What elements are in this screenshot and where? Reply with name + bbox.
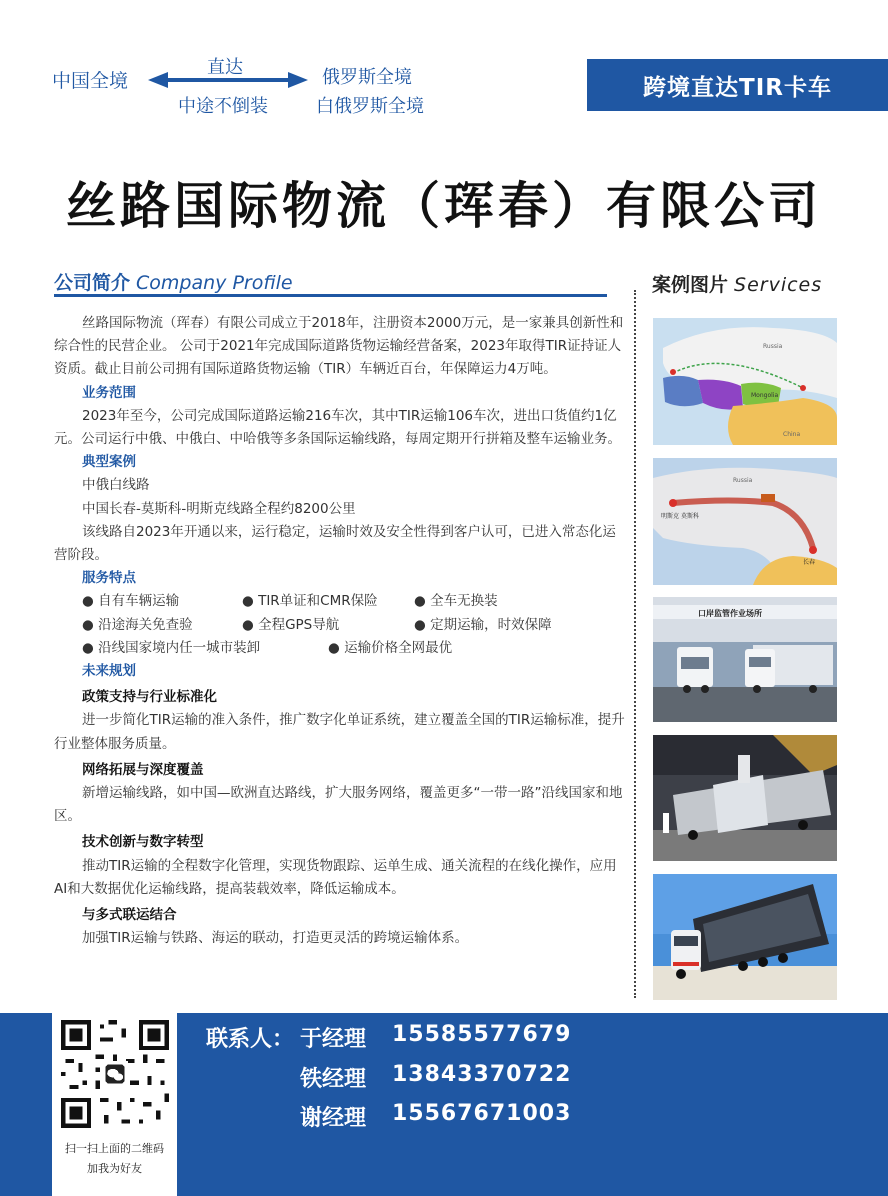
profile-heading (54, 268, 293, 295)
feature-item: ● 沿途海关免查验 (82, 616, 193, 633)
future-item-text: 推动TIR运输的全程数字化管理，实现货物跟踪、运单生成、通关流程的在线化操作，应用AI和大数据优化运输线路，提高装载效率，降低运输成本。 (54, 857, 617, 897)
map-label-changchun: 长春 (803, 559, 816, 566)
future-item-heading: 技术创新与数字转型 (82, 834, 204, 851)
future-heading: 未来规划 (82, 663, 136, 680)
features-row (54, 614, 626, 637)
tir-banner: 跨境直达TIR卡车 (587, 59, 888, 111)
future-item-heading: 政策支持与行业标准化 (82, 689, 217, 706)
map-label-russia: Russia (763, 343, 783, 350)
profile-heading-cn: 公司简介 (54, 272, 131, 294)
services-heading-en: Services (734, 274, 823, 296)
double-arrow-icon (148, 70, 308, 90)
qr-caption-scan: 扫一扫上面的二维码 (65, 1142, 164, 1155)
feature-item: ● 运输价格全网最优 (328, 639, 453, 656)
profile-heading-en: Company Profile (136, 272, 293, 294)
section-divider (54, 294, 607, 297)
feature-item: ● 全程GPS导航 (242, 616, 340, 633)
profile-body (54, 312, 626, 950)
contact-name: 于经理 (300, 1027, 367, 1052)
future-item-heading: 与多式联运结合 (82, 907, 177, 924)
case-heading: 典型案例 (82, 454, 136, 471)
route-direct-label: 直达 (207, 57, 243, 78)
column-divider (634, 290, 636, 998)
feature-item: ● 自有车辆运输 (82, 593, 180, 610)
feature-item: ● 定期运输，时效保障 (414, 616, 552, 633)
customs-sign: 口岸监管作业场所 (698, 609, 762, 618)
company-title: 丝路国际物流（珲春）有限公司 (66, 177, 822, 235)
customs-yard-photo (653, 597, 837, 722)
contact-phone[interactable]: 15585577679 (392, 1022, 572, 1047)
contact-name: 铁经理 (300, 1067, 367, 1092)
route-origin: 中国全境 (52, 70, 129, 92)
features-row (54, 590, 626, 613)
qr-caption-add-friend: 加我为好友 (87, 1162, 142, 1175)
scope-paragraph: 2023年至今，公司完成国际道路运输216车次，其中TIR运输106车次，进出口货值约1亿元。公司运行中俄、中俄白、中哈俄等多条国际运输线路，每周定期开行拼箱及整车运输业务。 (54, 407, 621, 448)
map-label-minsk: 明斯克 (661, 513, 680, 520)
feature-item: ● TIR单证和CMR保险 (242, 593, 378, 610)
map-label-moscow: 莫斯科 (681, 513, 700, 520)
feature-item: ● 全车无换装 (414, 593, 498, 610)
route-destination-belarus: 白俄罗斯全境 (316, 96, 424, 117)
contact-name: 谢经理 (300, 1106, 367, 1131)
wechat-qr-code[interactable] (61, 1020, 169, 1128)
tir-truck-photo (653, 874, 837, 1000)
cargo-loading-photo (653, 735, 837, 861)
route-map-image-2 (653, 458, 837, 585)
map-label-china: China (783, 431, 801, 438)
case-paragraph: 该线路自2023年开通以来，运行稳定，运输时效及安全性得到客户认可，已进入常态化运营阶段。 (54, 523, 616, 564)
future-item-text: 加强TIR运输与铁路、海运的联动，打造更灵活的跨境运输体系。 (82, 930, 469, 947)
map-label-russia: Russia (733, 477, 753, 484)
contact-phone[interactable]: 13843370722 (392, 1062, 572, 1087)
scope-heading: 业务范围 (82, 384, 136, 401)
services-heading-cn: 案例图片 (652, 274, 729, 296)
route-destination-russia: 俄罗斯全境 (322, 67, 412, 88)
case-route-name: 中俄白线路 (82, 477, 150, 494)
services-heading (652, 270, 822, 297)
map-label-mongolia: Mongolia (751, 392, 779, 399)
future-item-text: 进一步简化TIR运输的准入条件，推广数字化单证系统，建立覆盖全国的TIR运输标准，提升行业整体服务质量。 (54, 712, 625, 752)
route-no-transfer-label: 中途不倒装 (178, 96, 268, 117)
route-map-image (653, 318, 837, 445)
case-route-distance: 中国长春-莫斯科-明斯克线路全程约8200公里 (82, 500, 356, 517)
features-row (54, 637, 626, 660)
future-item-text: 新增运输线路，如中国—欧洲直达路线，扩大服务网络，覆盖更多“一带一路”沿线国家和地区。 (54, 785, 623, 825)
contact-label: 联系人： (206, 1027, 295, 1052)
future-item-heading: 网络拓展与深度覆盖 (82, 761, 204, 778)
features-heading: 服务特点 (82, 570, 136, 587)
contact-phone[interactable]: 15567671003 (392, 1101, 572, 1126)
feature-item: ● 沿线国家境内任一城市装卸 (82, 639, 261, 656)
intro-paragraph: 丝路国际物流（珲春）有限公司成立于2018年，注册资本2000万元，是一家兼具创新性和综合性的民营企业。 公司于2021年完成国际道路货物运输经营备案，2023年取得TIR证持证人资质。截止目前公司拥有国际道路货物运输（TIR）车辆近百台，年保障运力4万吨。 (54, 315, 624, 378)
